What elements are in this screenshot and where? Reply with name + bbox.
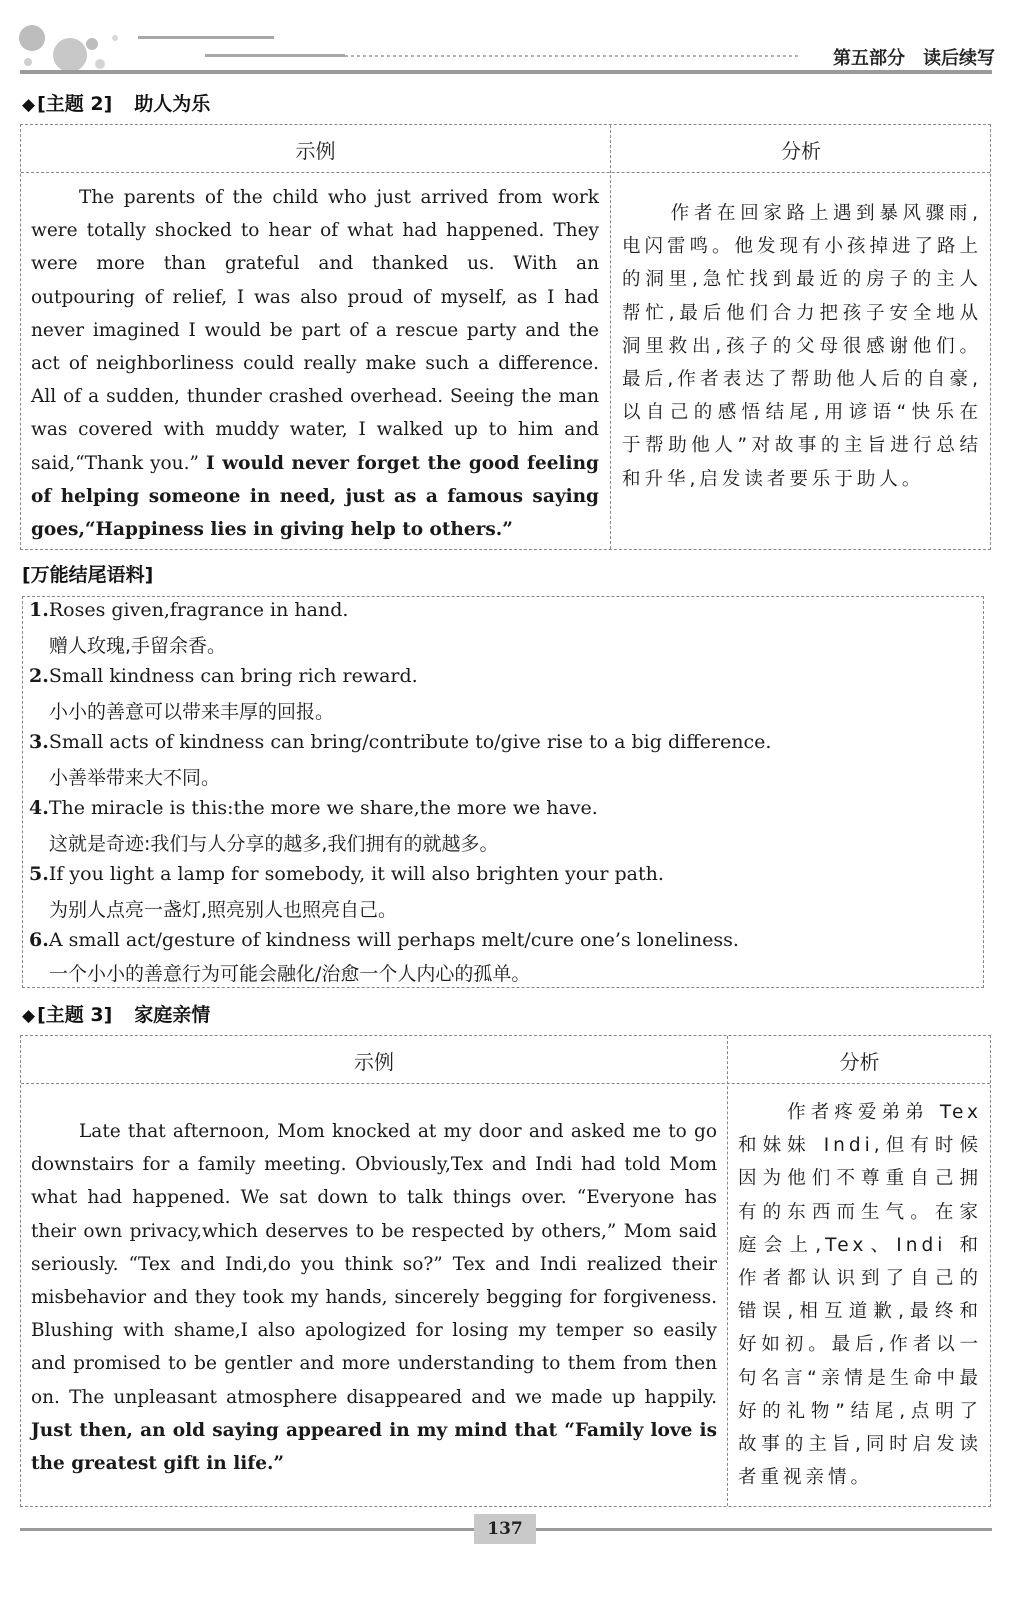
- phrase-1-cn: 赠人玫瑰,手留余香。: [49, 635, 227, 657]
- phrase-6-cn: 一个小小的善意行为可能会融化/治愈一个人内心的孤单。: [49, 963, 531, 985]
- theme2-example-bold: I would never forget the good feeling of helping someone in need, just as a famous saying goes,“Happiness lies in giving help to others.”: [31, 452, 599, 541]
- theme3-col-analysis: 分析: [839, 1050, 880, 1074]
- theme3-name: 家庭亲情: [134, 1004, 211, 1026]
- theme2-analysis-text: 作者在回家路上遇到暴风骤雨,电闪雷鸣。他发现有小孩掉进了路上的洞里,急忙找到最近的房子的主人帮忙,最后他们合力把孩子安全地从洞里救出,孩子的父母很感谢他们。最后,作者表达了帮助他人后的自豪,以自己的感悟结尾,用谚语“快乐在于帮助他人”对故事的主旨进行总结和升华,启发读者要乐于助人。: [622, 203, 983, 490]
- theme2-col-analysis: 分析: [781, 139, 821, 163]
- footer-line-left: [20, 1528, 474, 1531]
- theme2-tag: [主题 2]: [37, 93, 113, 115]
- diamond-icon: ◆: [22, 95, 36, 115]
- theme3-example-paragraph: [31, 1115, 717, 1480]
- column-divider: [610, 125, 611, 549]
- theme3-example-bold: Just then, an old saying appeared in my mind that “Family love is the greatest gift in life.”: [31, 1419, 717, 1475]
- theme2-analysis-paragraph: [622, 197, 982, 496]
- phrase-2-en: 2.Small kindness can bring rich reward.: [29, 665, 418, 687]
- theme3-table: [20, 1035, 991, 1507]
- theme2-example-paragraph: [31, 181, 599, 546]
- theme3-col-example: 示例: [354, 1050, 394, 1074]
- phrase-5-en: 5.If you light a lamp for somebody, it will also brighten your path.: [29, 863, 664, 885]
- theme2-example-text: The parents of the child who just arrived from work were totally shocked to hear of what had happened. They were more than grateful and thanked us. With an outpouring of relief, I was also proud of myself, as I had never imagined I would be part of a rescue party and the act of neighborliness could really make such a difference. All of a sudden, thunder crashed overhead. Seeing the man was covered with muddy water, I walked up to him and said,“Thank you.”: [31, 187, 599, 474]
- header-divider: [21, 172, 990, 173]
- phrases-box: [22, 596, 984, 988]
- diamond-icon: ◆: [22, 1006, 36, 1026]
- column-divider: [727, 1036, 728, 1506]
- theme3-analysis-paragraph: [738, 1096, 982, 1494]
- theme2-col-example: 示例: [295, 139, 336, 163]
- page-header: [0, 0, 1031, 80]
- footer-line-right: [536, 1528, 992, 1531]
- phrase-2-cn: 小小的善意可以带来丰厚的回报。: [49, 701, 335, 723]
- theme3-tag: [主题 3]: [37, 1004, 113, 1026]
- theme3-analysis-text: 作者疼爱弟弟 Tex 和妹妹 Indi,但有时候因为他们不尊重自己拥有的东西而生气。在家庭会上,Tex、Indi 和作者都认识到了自己的错误,相互道歉,最终和好如初。最后,作者以一句名言“亲情是生命中最好的礼物”结尾,点明了故事的主旨,同时启发读者重视亲情。: [738, 1102, 982, 1489]
- theme2-name: 助人为乐: [134, 93, 211, 115]
- phrase-6-en: 6.A small act/gesture of kindness will perhaps melt/cure one’s loneliness.: [29, 929, 739, 951]
- page-number: 137: [474, 1514, 536, 1544]
- header-divider: [21, 1083, 990, 1084]
- phrase-5-cn: 为别人点亮一盏灯,照亮别人也照亮自己。: [49, 899, 398, 921]
- section-title: 第五部分 读后续写: [833, 48, 995, 69]
- theme2-table: [20, 124, 991, 550]
- phrases-label: [万能结尾语料]: [22, 564, 154, 586]
- theme3-example-text: Late that afternoon, Mom knocked at my door and asked me to go downstairs for a family meeting. Obviously,Tex and Indi had told Mom what had happened. We sat down to talk things over. “Everyone has their own privacy,which deserves to be respected by others,” Mom said seriously. “Tex and Indi,do you think so?” Tex and Indi realized their misbehavior and they took my hands, sincerely begging for forgiveness. Blushing with shame,I also apologized for losing my temper so easily and promised to be gentler and more understanding to them from then on. The unpleasant atmosphere disappeared and we made up happily.: [31, 1121, 717, 1408]
- theme2-heading: [22, 89, 210, 116]
- phrase-1-en: 1.Roses given,fragrance in hand.: [29, 599, 349, 621]
- phrase-3-cn: 小善举带来大不同。: [49, 767, 221, 789]
- phrase-4-cn: 这就是奇迹:我们与人分享的越多,我们拥有的就越多。: [49, 833, 499, 855]
- phrase-3-en: 3.Small acts of kindness can bring/contribute to/give rise to a big difference.: [29, 731, 772, 753]
- theme3-heading: [22, 1000, 210, 1027]
- phrase-4-en: 4.The miracle is this:the more we share,the more we have.: [29, 797, 598, 819]
